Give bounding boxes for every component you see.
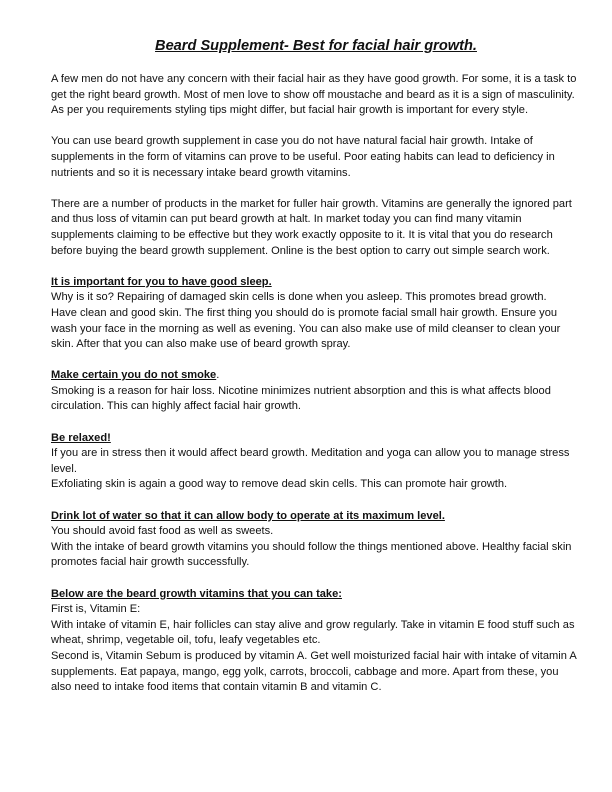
products-paragraph: There are a number of products in the market for fuller hair growth. Vitamins are generally the ignored part and thus loss of vitamin can put beard growth at halt. In market today you can find many vitamin supplements claiming to be effective but they work exactly opposite to it. It is vital that you do research before buying the beard growth supplement. Online is the best option to carry out simple search work. [51, 197, 572, 257]
smoke-heading: Make certain you do not smoke [51, 369, 217, 382]
relaxed-heading-line [51, 431, 581, 447]
smoke-text-1: Smoking is a reason for hair loss. Nicotine minimizes nutrient absorption and this is what affects blood circulation. This can highly affect facial hair growth. [51, 384, 551, 413]
relaxed-text-1: If you are in stress then it would affect beard growth. Meditation and yoga can allow you to manage stress level. [51, 447, 570, 475]
relaxed-heading: Be relaxed! [51, 431, 111, 444]
smoke-heading-line [51, 368, 581, 384]
water-text-2: With the intake of beard growth vitamins you should follow the things mentioned above. Healthy facial skin promotes facial hair growth successfully. [51, 540, 572, 569]
intro-paragraph: A few men do not have any concern with their facial hair as they have good growth. For some, it is a task to get the right beard growth. Most of men love to show off moustache and beard as it is a sign of masculinity. As per you requirements styling tips might differ, but facial hair growth is important for every style. [51, 73, 577, 117]
water-text-1: You should avoid fast food as well as sweets. [51, 525, 274, 538]
vitamins-text-1: First is, Vitamin E: [51, 603, 141, 616]
vitamins-heading: Below are the beard growth vitamins that you can take: [51, 587, 342, 600]
sleep-text-2: Have clean and good skin. The first thing you should do is promote facial small hair growth. Ensure you wash your face in the morning as well as evening. You can also make use of mild cleanser to clean your skin. After that you can also make use of beard growth spray. [51, 306, 561, 351]
vitamins-text-3: Second is, Vitamin Sebum is produced by vitamin A. Get well moisturized facial hair with intake of vitamin A supplements. Eat papaya, mango, egg yolk, carrots, broccoli, cabbage and more. Apart from these, you also need to intake food items that contain vitamin B and vitamin C. [51, 649, 577, 694]
sleep-heading: It is important for you to have good sleep. [51, 275, 272, 288]
smoke-heading-suffix: . [216, 369, 220, 382]
sleep-text-1: Why is it so? Repairing of damaged skin cells is done when you asleep. This promotes bread growth. [51, 291, 547, 304]
supplement-paragraph: You can use beard growth supplement in case you do not have natural facial hair growth. Intake of supplements in the form of vitamins can prove to be useful. Poor eating habits can lead to deficiency in nutrients and so it is necessary intake beard growth vitamins. [51, 135, 555, 179]
document-page [51, 37, 581, 696]
water-heading-line [51, 509, 581, 525]
vitamins-text-2: With intake of vitamin E, hair follicles can stay alive and grow regularly. Take in vitamin E food stuff such as wheat, shrimp, vegetable oil, tofu, leafy vegetables etc. [51, 618, 575, 647]
water-heading: Drink lot of water so that it can allow body to operate at its maximum level. [51, 509, 445, 522]
vitamins-heading-line [51, 587, 581, 603]
relaxed-text-2: Exfoliating skin is again a good way to remove dead skin cells. This can promote hair growth. [51, 478, 508, 491]
document-title: Beard Supplement- Best for facial hair growth. [155, 38, 477, 54]
sleep-heading-line [51, 275, 581, 291]
